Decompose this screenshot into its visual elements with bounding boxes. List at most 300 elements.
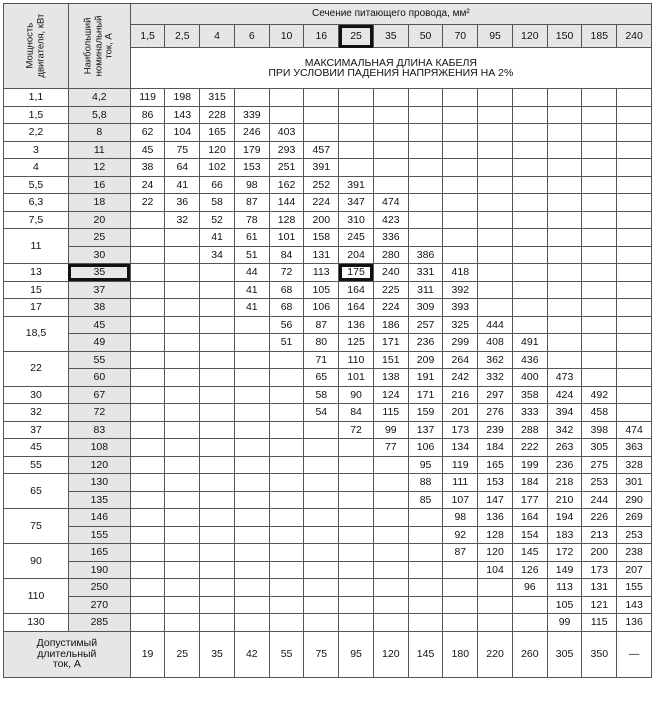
current-cell: 37: [68, 281, 130, 299]
length-cell: [200, 596, 235, 614]
length-cell: 75: [165, 141, 200, 159]
length-cell: [200, 299, 235, 317]
length-cell: 41: [165, 176, 200, 194]
length-cell: [373, 526, 408, 544]
max-length-header: МАКСИМАЛЬНАЯ ДЛИНА КАБЕЛЯ ПРИ УСЛОВИИ ПАДЕНИЯ НАПРЯЖЕНИЯ НА 2%: [130, 48, 651, 89]
length-cell: 179: [234, 141, 269, 159]
footer-label: Допустимый длительный ток, А: [4, 631, 131, 677]
power-header-label: Мощность двигателя, кВт: [24, 14, 46, 78]
length-cell: [130, 544, 165, 562]
length-cell: [130, 421, 165, 439]
footer-value: 220: [478, 631, 513, 677]
power-cell: 2,2: [4, 124, 69, 142]
length-cell: [617, 369, 652, 387]
length-cell: [165, 229, 200, 247]
length-cell: 194: [547, 509, 582, 527]
length-cell: 347: [339, 194, 374, 212]
length-cell: [269, 491, 304, 509]
length-cell: 328: [617, 456, 652, 474]
length-cell: [304, 491, 339, 509]
length-cell: 331: [408, 264, 443, 282]
length-cell: 224: [373, 299, 408, 317]
length-cell: [269, 421, 304, 439]
length-cell: [373, 159, 408, 177]
length-cell: 436: [512, 351, 547, 369]
table-row: [4, 211, 652, 229]
current-header-label: Наибольший номинальный ток, А: [82, 15, 115, 77]
length-cell: 239: [478, 421, 513, 439]
length-cell: [234, 439, 269, 457]
length-cell: 172: [547, 544, 582, 562]
length-cell: 38: [130, 159, 165, 177]
length-cell: 128: [269, 211, 304, 229]
section-cell: 240: [617, 25, 652, 48]
length-cell: [617, 334, 652, 352]
length-cell: [234, 579, 269, 597]
length-cell: [130, 491, 165, 509]
length-cell: 183: [547, 526, 582, 544]
length-cell: [582, 211, 617, 229]
length-cell: 143: [165, 106, 200, 124]
length-cell: [512, 211, 547, 229]
length-cell: [234, 561, 269, 579]
table-row: [4, 596, 652, 614]
length-cell: [617, 316, 652, 334]
length-cell: 491: [512, 334, 547, 352]
length-cell: [443, 596, 478, 614]
length-cell: 257: [408, 316, 443, 334]
length-cell: 125: [339, 334, 374, 352]
length-cell: [165, 579, 200, 597]
length-cell: [269, 544, 304, 562]
current-cell: 35: [68, 264, 130, 282]
length-cell: [165, 561, 200, 579]
footer-value: 260: [512, 631, 547, 677]
length-cell: 115: [373, 404, 408, 422]
footer-value: 35: [200, 631, 235, 677]
length-cell: [547, 316, 582, 334]
length-cell: [304, 456, 339, 474]
length-cell: [617, 124, 652, 142]
length-cell: [200, 526, 235, 544]
length-cell: [339, 544, 374, 562]
table-row: [4, 106, 652, 124]
length-cell: [547, 211, 582, 229]
length-cell: 394: [547, 404, 582, 422]
table-row: [4, 544, 652, 562]
length-cell: [443, 159, 478, 177]
length-cell: 105: [547, 596, 582, 614]
length-cell: 111: [443, 474, 478, 492]
length-cell: [234, 404, 269, 422]
length-cell: [269, 351, 304, 369]
length-cell: 64: [165, 159, 200, 177]
length-cell: 299: [443, 334, 478, 352]
length-cell: [373, 141, 408, 159]
length-cell: [408, 596, 443, 614]
length-cell: [478, 596, 513, 614]
power-cell: 130: [4, 614, 69, 632]
length-cell: 171: [373, 334, 408, 352]
length-cell: [339, 159, 374, 177]
length-cell: [200, 579, 235, 597]
length-cell: 113: [304, 264, 339, 282]
length-cell: [165, 264, 200, 282]
length-cell: [339, 596, 374, 614]
length-cell: [130, 299, 165, 317]
current-cell: 8: [68, 124, 130, 142]
length-cell: [478, 281, 513, 299]
power-cell: 6,3: [4, 194, 69, 212]
length-cell: 391: [339, 176, 374, 194]
length-cell: [512, 194, 547, 212]
length-cell: [165, 614, 200, 632]
length-cell: 201: [443, 404, 478, 422]
footer-value: 42: [234, 631, 269, 677]
length-cell: [234, 526, 269, 544]
length-cell: [617, 264, 652, 282]
length-cell: 124: [373, 386, 408, 404]
length-cell: [165, 316, 200, 334]
length-cell: 151: [373, 351, 408, 369]
table-row: [4, 456, 652, 474]
length-cell: 184: [512, 474, 547, 492]
length-cell: 236: [547, 456, 582, 474]
length-cell: 119: [130, 89, 165, 107]
length-cell: 72: [269, 264, 304, 282]
length-cell: [373, 614, 408, 632]
length-cell: 251: [269, 159, 304, 177]
length-cell: [547, 299, 582, 317]
length-cell: 99: [373, 421, 408, 439]
length-cell: 149: [547, 561, 582, 579]
length-cell: 424: [547, 386, 582, 404]
length-cell: [478, 246, 513, 264]
length-cell: 200: [582, 544, 617, 562]
table-row: [4, 526, 652, 544]
length-cell: 173: [443, 421, 478, 439]
length-cell: [130, 561, 165, 579]
length-cell: 104: [478, 561, 513, 579]
length-cell: [478, 176, 513, 194]
current-cell: 135: [68, 491, 130, 509]
length-cell: [200, 509, 235, 527]
length-cell: 85: [408, 491, 443, 509]
length-cell: [165, 544, 200, 562]
length-cell: [512, 106, 547, 124]
length-cell: [165, 404, 200, 422]
length-cell: 136: [617, 614, 652, 632]
length-cell: 224: [304, 194, 339, 212]
length-cell: 218: [547, 474, 582, 492]
length-cell: 210: [547, 491, 582, 509]
table-row: [4, 509, 652, 527]
length-cell: 275: [582, 456, 617, 474]
length-cell: [443, 176, 478, 194]
length-cell: [617, 386, 652, 404]
length-cell: 236: [408, 334, 443, 352]
length-cell: [408, 124, 443, 142]
length-cell: [443, 229, 478, 247]
footer-value: 19: [130, 631, 165, 677]
current-cell: 49: [68, 334, 130, 352]
length-cell: [443, 194, 478, 212]
length-cell: 98: [443, 509, 478, 527]
length-cell: [165, 351, 200, 369]
length-cell: [165, 281, 200, 299]
length-cell: 362: [478, 351, 513, 369]
power-cell: 3: [4, 141, 69, 159]
length-cell: 95: [408, 456, 443, 474]
length-cell: [269, 474, 304, 492]
length-cell: [617, 299, 652, 317]
length-cell: 177: [512, 491, 547, 509]
length-cell: 336: [373, 229, 408, 247]
length-cell: [547, 264, 582, 282]
length-cell: [130, 509, 165, 527]
power-cell: 18,5: [4, 316, 69, 351]
length-cell: 240: [373, 264, 408, 282]
table-row: [4, 124, 652, 142]
length-cell: 147: [478, 491, 513, 509]
length-cell: [408, 176, 443, 194]
length-cell: [617, 404, 652, 422]
length-cell: 41: [234, 281, 269, 299]
length-cell: [582, 316, 617, 334]
length-cell: 418: [443, 264, 478, 282]
length-cell: 105: [304, 281, 339, 299]
current-cell: 4,2: [68, 89, 130, 107]
length-cell: [443, 141, 478, 159]
length-cell: [339, 614, 374, 632]
length-cell: 51: [234, 246, 269, 264]
length-cell: 213: [582, 526, 617, 544]
current-cell: 83: [68, 421, 130, 439]
power-cell: 4: [4, 159, 69, 177]
length-cell: [373, 491, 408, 509]
length-cell: 342: [547, 421, 582, 439]
length-cell: [200, 491, 235, 509]
length-cell: [373, 561, 408, 579]
current-cell: 155: [68, 526, 130, 544]
length-cell: [234, 316, 269, 334]
length-cell: [200, 439, 235, 457]
section-cell: 16: [304, 25, 339, 48]
section-cell: 4: [200, 25, 235, 48]
length-cell: 52: [200, 211, 235, 229]
length-cell: [373, 544, 408, 562]
length-cell: 423: [373, 211, 408, 229]
length-cell: [130, 614, 165, 632]
current-cell: 18: [68, 194, 130, 212]
length-cell: [339, 456, 374, 474]
table-row: [4, 491, 652, 509]
length-cell: 78: [234, 211, 269, 229]
length-cell: [130, 351, 165, 369]
length-cell: [269, 369, 304, 387]
footer-value: —: [617, 631, 652, 677]
length-cell: [443, 246, 478, 264]
table-row: [4, 141, 652, 159]
length-cell: [582, 124, 617, 142]
length-cell: 119: [443, 456, 478, 474]
footer-value: 145: [408, 631, 443, 677]
power-cell: 45: [4, 439, 69, 457]
length-cell: [234, 421, 269, 439]
length-cell: 358: [512, 386, 547, 404]
length-cell: 65: [304, 369, 339, 387]
length-cell: 171: [408, 386, 443, 404]
length-cell: 56: [269, 316, 304, 334]
length-cell: [478, 106, 513, 124]
length-cell: 225: [373, 281, 408, 299]
length-cell: 191: [408, 369, 443, 387]
length-cell: [512, 299, 547, 317]
length-cell: [130, 246, 165, 264]
length-cell: [200, 369, 235, 387]
length-cell: [547, 229, 582, 247]
length-cell: 246: [234, 124, 269, 142]
current-cell: 25: [68, 229, 130, 247]
length-cell: [339, 106, 374, 124]
length-cell: 309: [408, 299, 443, 317]
table-row: [4, 264, 652, 282]
length-cell: 92: [443, 526, 478, 544]
length-cell: [130, 334, 165, 352]
length-cell: [339, 561, 374, 579]
length-cell: [234, 596, 269, 614]
length-cell: [582, 159, 617, 177]
length-cell: [582, 299, 617, 317]
length-cell: [200, 421, 235, 439]
length-cell: [234, 474, 269, 492]
length-cell: [478, 159, 513, 177]
length-cell: 207: [617, 561, 652, 579]
length-cell: [165, 456, 200, 474]
length-cell: [512, 596, 547, 614]
length-cell: [373, 596, 408, 614]
length-cell: 398: [582, 421, 617, 439]
length-cell: [130, 456, 165, 474]
length-cell: [478, 614, 513, 632]
length-cell: [304, 526, 339, 544]
current-cell: 165: [68, 544, 130, 562]
length-cell: [200, 544, 235, 562]
section-cell: 10: [269, 25, 304, 48]
length-cell: 333: [512, 404, 547, 422]
current-cell: 38: [68, 299, 130, 317]
length-cell: 393: [443, 299, 478, 317]
length-cell: [304, 421, 339, 439]
length-cell: [617, 176, 652, 194]
length-cell: [582, 141, 617, 159]
length-cell: [478, 211, 513, 229]
length-cell: [339, 491, 374, 509]
length-cell: 106: [408, 439, 443, 457]
current-cell: 45: [68, 316, 130, 334]
table-row: [4, 421, 652, 439]
length-cell: [200, 456, 235, 474]
length-cell: [478, 299, 513, 317]
length-cell: 126: [512, 561, 547, 579]
current-cell: 55: [68, 351, 130, 369]
length-cell: [547, 351, 582, 369]
current-cell: 146: [68, 509, 130, 527]
length-cell: [200, 561, 235, 579]
length-cell: [617, 106, 652, 124]
length-cell: [130, 474, 165, 492]
power-cell: 17: [4, 299, 69, 317]
length-cell: 87: [443, 544, 478, 562]
length-cell: 51: [269, 334, 304, 352]
length-cell: [165, 334, 200, 352]
length-cell: 173: [582, 561, 617, 579]
length-cell: [339, 579, 374, 597]
length-cell: [512, 281, 547, 299]
length-cell: [617, 351, 652, 369]
length-cell: 104: [165, 124, 200, 142]
table-row: [4, 614, 652, 632]
length-cell: 276: [478, 404, 513, 422]
table-row: [4, 351, 652, 369]
footer-value: 55: [269, 631, 304, 677]
length-cell: 280: [373, 246, 408, 264]
length-cell: [373, 176, 408, 194]
table-row: [4, 194, 652, 212]
table-row: [4, 229, 652, 247]
length-cell: [234, 386, 269, 404]
length-cell: [547, 141, 582, 159]
length-cell: [200, 474, 235, 492]
length-cell: [408, 211, 443, 229]
length-cell: 198: [165, 89, 200, 107]
length-cell: [339, 474, 374, 492]
length-cell: [234, 369, 269, 387]
section-cell: 70: [443, 25, 478, 48]
current-cell: 270: [68, 596, 130, 614]
length-cell: 245: [339, 229, 374, 247]
length-cell: [130, 281, 165, 299]
length-cell: [234, 334, 269, 352]
length-cell: 253: [617, 526, 652, 544]
length-cell: 244: [582, 491, 617, 509]
length-cell: [408, 194, 443, 212]
length-cell: [478, 194, 513, 212]
length-cell: [582, 89, 617, 107]
length-cell: [234, 351, 269, 369]
length-cell: 311: [408, 281, 443, 299]
length-cell: [304, 124, 339, 142]
table-row: [4, 176, 652, 194]
length-cell: [269, 526, 304, 544]
length-cell: [130, 526, 165, 544]
length-cell: 144: [269, 194, 304, 212]
length-cell: 392: [443, 281, 478, 299]
length-cell: [373, 124, 408, 142]
length-cell: [443, 211, 478, 229]
length-cell: [408, 106, 443, 124]
table-row: [4, 439, 652, 457]
section-cell: 150: [547, 25, 582, 48]
current-cell: 11: [68, 141, 130, 159]
length-cell: [547, 246, 582, 264]
length-cell: [443, 106, 478, 124]
length-cell: [130, 596, 165, 614]
current-cell: 5,8: [68, 106, 130, 124]
length-cell: [547, 281, 582, 299]
length-cell: 137: [408, 421, 443, 439]
length-cell: [582, 106, 617, 124]
